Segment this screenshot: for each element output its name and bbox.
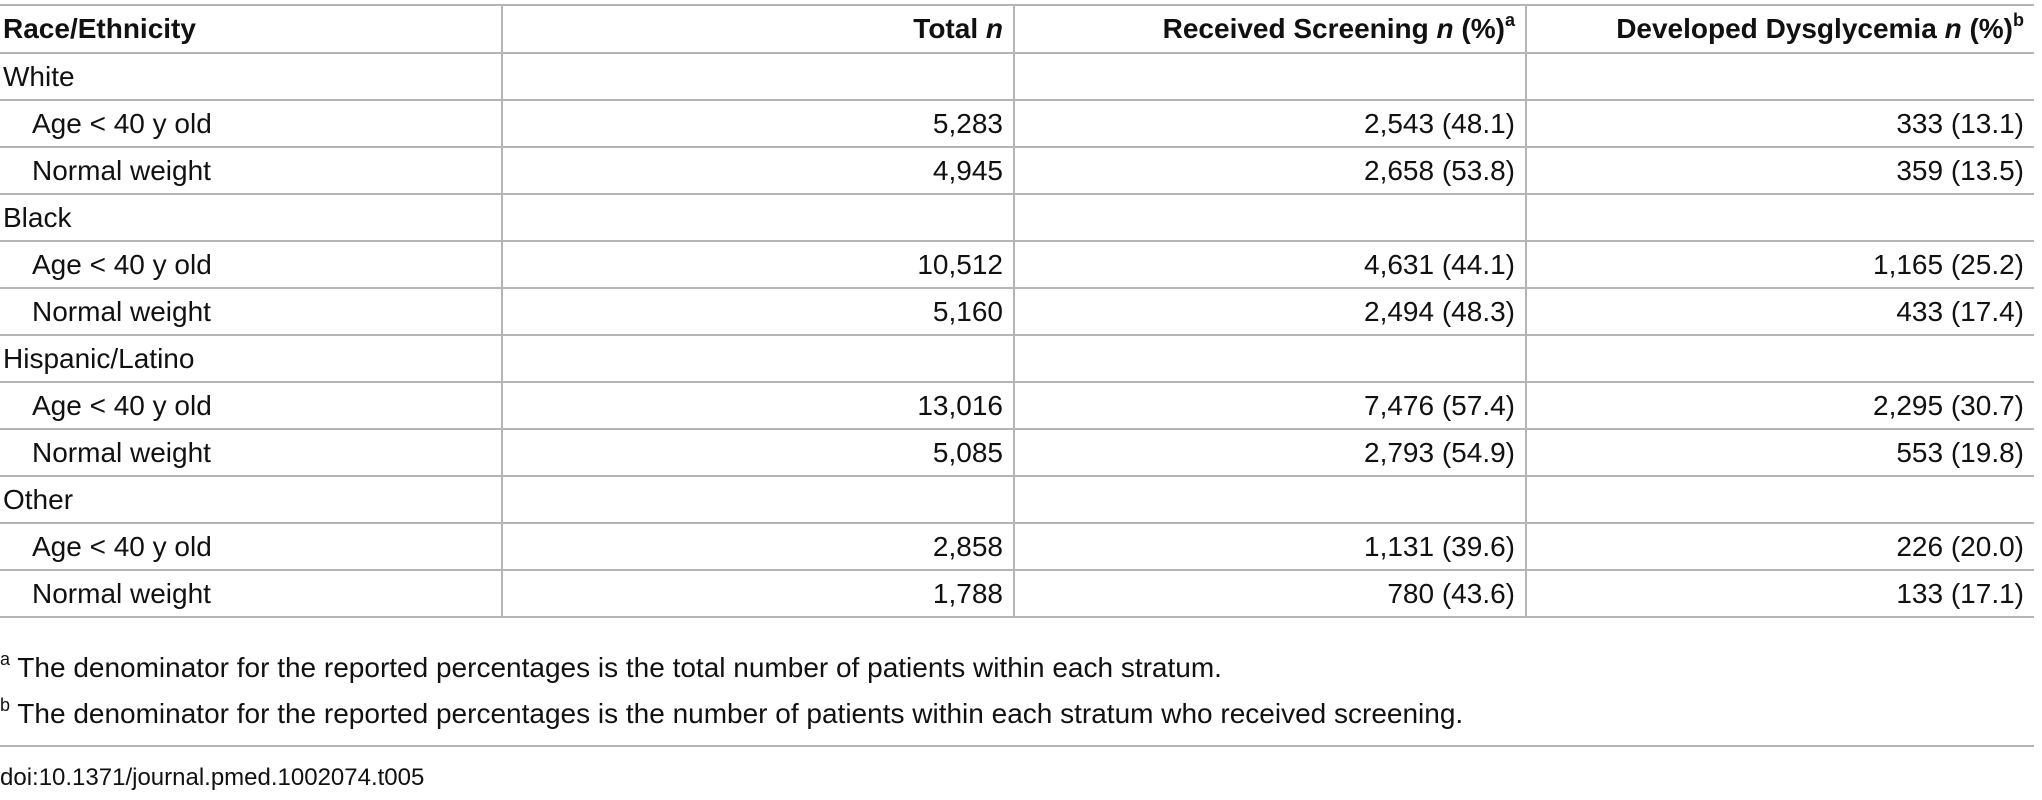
results-table xyxy=(0,4,2034,618)
total-n-cell: 5,283 xyxy=(502,100,1014,147)
header-total-n: Total n xyxy=(502,5,1014,53)
footnote-b xyxy=(0,694,1464,729)
stratum-label: Age < 40 y old xyxy=(0,523,502,570)
group-label: White xyxy=(0,53,502,100)
table-row xyxy=(0,147,2034,194)
footnote-a xyxy=(0,648,1222,683)
group-row-white xyxy=(0,53,2034,100)
total-n-cell: 2,858 xyxy=(502,523,1014,570)
total-n-cell: 5,160 xyxy=(502,288,1014,335)
dysglycemia-cell: 133 (17.1) xyxy=(1526,570,2034,617)
total-n-cell: 1,788 xyxy=(502,570,1014,617)
total-n-cell: 4,945 xyxy=(502,147,1014,194)
dysglycemia-cell: 2,295 (30.7) xyxy=(1526,382,2034,429)
screening-cell: 780 (43.6) xyxy=(1014,570,1526,617)
footer-divider xyxy=(0,745,2034,747)
header-developed-dysglycemia: Developed Dysglycemia n (%)$^b$ xyxy=(1526,5,2034,53)
doi-link[interactable]: doi:10.1371/journal.pmed.1002074.t005 xyxy=(0,764,425,791)
total-n-cell: 10,512 xyxy=(502,241,1014,288)
table-row xyxy=(0,100,2034,147)
screening-cell: 2,543 (48.1) xyxy=(1014,100,1526,147)
dysglycemia-cell: 333 (13.1) xyxy=(1526,100,2034,147)
dysglycemia-cell: 226 (20.0) xyxy=(1526,523,2034,570)
header-race-ethnicity: Race/Ethnicity xyxy=(0,5,502,53)
footnote-text: The denominator for the reported percentages is the number of patients within each stratum who received screening. xyxy=(10,698,1464,729)
footnote-mark: b xyxy=(0,694,11,715)
table-row xyxy=(0,523,2034,570)
stratum-label: Age < 40 y old xyxy=(0,241,502,288)
stratum-label: Normal weight xyxy=(0,429,502,476)
group-row-black xyxy=(0,194,2034,241)
stratum-label: Normal weight xyxy=(0,570,502,617)
footnote-text: The denominator for the reported percentages is the total number of patients within each stratum. xyxy=(10,652,1222,683)
group-row-other xyxy=(0,476,2034,523)
stratum-label: Normal weight xyxy=(0,147,502,194)
table-row xyxy=(0,570,2034,617)
dysglycemia-cell: 359 (13.5) xyxy=(1526,147,2034,194)
table-row xyxy=(0,241,2034,288)
table-row xyxy=(0,429,2034,476)
total-n-cell: 5,085 xyxy=(502,429,1014,476)
group-label: Other xyxy=(0,476,502,523)
table-row xyxy=(0,382,2034,429)
dysglycemia-cell: 1,165 (25.2) xyxy=(1526,241,2034,288)
group-label: Black xyxy=(0,194,502,241)
screening-cell: 2,658 (53.8) xyxy=(1014,147,1526,194)
stratum-label: Normal weight xyxy=(0,288,502,335)
group-row-hispanic-latino xyxy=(0,335,2034,382)
dysglycemia-cell: 553 (19.8) xyxy=(1526,429,2034,476)
stratum-label: Age < 40 y old xyxy=(0,100,502,147)
group-label: Hispanic/Latino xyxy=(0,335,502,382)
screening-cell: 2,793 (54.9) xyxy=(1014,429,1526,476)
screening-cell: 1,131 (39.6) xyxy=(1014,523,1526,570)
dysglycemia-cell: 433 (17.4) xyxy=(1526,288,2034,335)
screening-cell: 7,476 (57.4) xyxy=(1014,382,1526,429)
stratum-label: Age < 40 y old xyxy=(0,382,502,429)
screening-cell: 2,494 (48.3) xyxy=(1014,288,1526,335)
table-row xyxy=(0,288,2034,335)
header-received-screening: Received Screening n (%)$^a$ xyxy=(1014,5,1526,53)
table-header-row xyxy=(0,5,2034,53)
footnote-mark: a xyxy=(0,648,11,669)
total-n-cell: 13,016 xyxy=(502,382,1014,429)
screening-cell: 4,631 (44.1) xyxy=(1014,241,1526,288)
